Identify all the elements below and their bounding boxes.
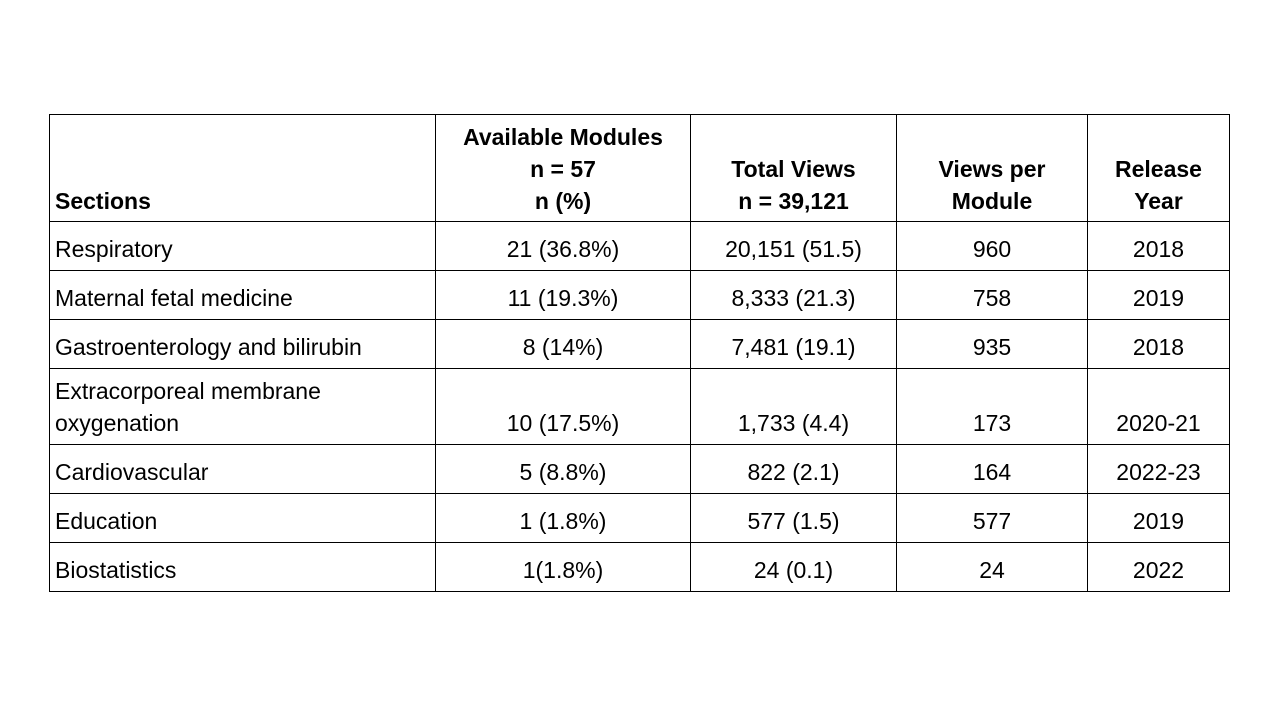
- views-per-module-cell: 577: [897, 494, 1088, 543]
- modules-cell: 10 (17.5%): [436, 369, 691, 445]
- views-per-module-cell: 758: [897, 271, 1088, 320]
- section-cell: Biostatistics: [50, 543, 436, 592]
- header-release-year: Release Year: [1088, 115, 1230, 222]
- section-cell: Cardiovascular: [50, 445, 436, 494]
- modules-cell: 21 (36.8%): [436, 222, 691, 271]
- header-total-views: Total Views n = 39,121: [691, 115, 897, 222]
- table-row: [50, 222, 1230, 271]
- header-views-per-module: Views per Module: [897, 115, 1088, 222]
- views-per-module-cell: 935: [897, 320, 1088, 369]
- views-per-module-cell: 960: [897, 222, 1088, 271]
- views-per-module-cell: 173: [897, 369, 1088, 445]
- release-year-cell: 2022: [1088, 543, 1230, 592]
- module-usage-table: [49, 114, 1230, 592]
- release-year-cell: 2022-23: [1088, 445, 1230, 494]
- modules-cell: 11 (19.3%): [436, 271, 691, 320]
- table-row: [50, 494, 1230, 543]
- section-cell: Maternal fetal medicine: [50, 271, 436, 320]
- views-per-module-cell: 24: [897, 543, 1088, 592]
- table-row: [50, 543, 1230, 592]
- section-cell: Education: [50, 494, 436, 543]
- views-cell: 577 (1.5): [691, 494, 897, 543]
- header-available-modules: Available Modules n = 57 n (%): [436, 115, 691, 222]
- modules-cell: 5 (8.8%): [436, 445, 691, 494]
- release-year-cell: 2019: [1088, 494, 1230, 543]
- release-year-cell: 2019: [1088, 271, 1230, 320]
- views-per-module-cell: 164: [897, 445, 1088, 494]
- views-cell: 1,733 (4.4): [691, 369, 897, 445]
- release-year-cell: 2018: [1088, 320, 1230, 369]
- modules-cell: 1(1.8%): [436, 543, 691, 592]
- release-year-cell: 2020-21: [1088, 369, 1230, 445]
- views-cell: 24 (0.1): [691, 543, 897, 592]
- views-cell: 20,151 (51.5): [691, 222, 897, 271]
- section-cell: Gastroenterology and bilirubin: [50, 320, 436, 369]
- modules-cell: 8 (14%): [436, 320, 691, 369]
- section-cell: Extracorporeal membrane oxygenation: [50, 369, 436, 445]
- table-row: [50, 369, 1230, 445]
- table-row: [50, 445, 1230, 494]
- views-cell: 822 (2.1): [691, 445, 897, 494]
- section-cell: Respiratory: [50, 222, 436, 271]
- release-year-cell: 2018: [1088, 222, 1230, 271]
- table-row: [50, 271, 1230, 320]
- header-row: [50, 115, 1230, 222]
- views-cell: 7,481 (19.1): [691, 320, 897, 369]
- header-sections: Sections: [50, 115, 436, 222]
- table-row: [50, 320, 1230, 369]
- views-cell: 8,333 (21.3): [691, 271, 897, 320]
- modules-cell: 1 (1.8%): [436, 494, 691, 543]
